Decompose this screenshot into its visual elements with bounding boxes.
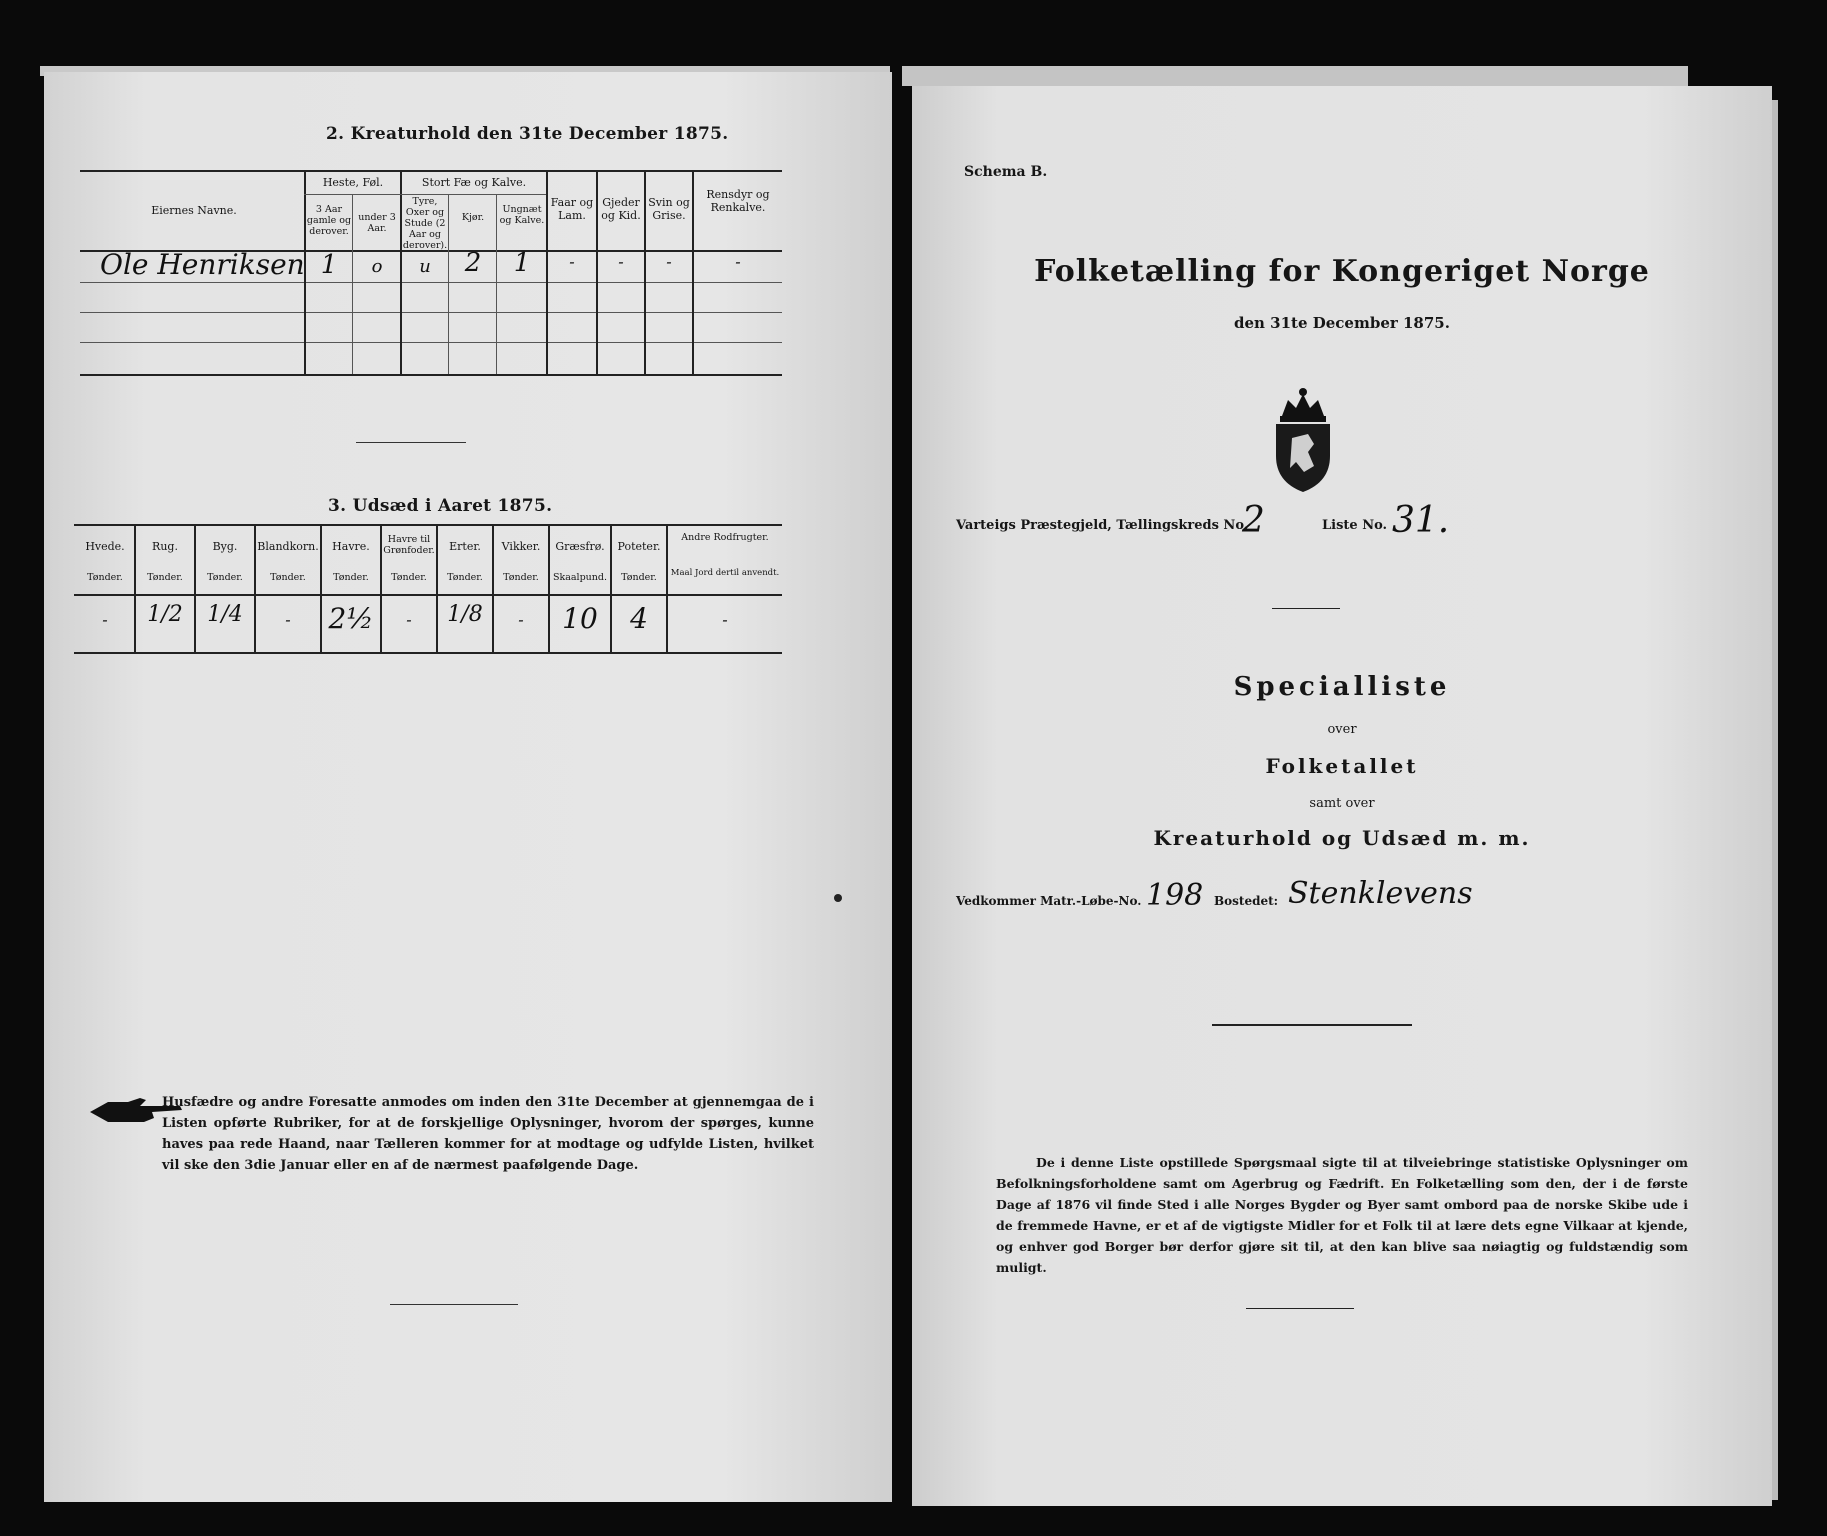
list-label: Liste No. (1322, 518, 1388, 533)
horses-header: Heste, Føl. (322, 176, 384, 189)
table3-header-rule (74, 594, 782, 596)
other-value: - (722, 610, 728, 629)
cattle-header: Stort Fæ og Kalve. (421, 176, 527, 189)
sheep-value: - (569, 252, 575, 271)
reindeer-value: - (735, 252, 741, 271)
calves-header: Ungnæt og Kalve. (499, 204, 545, 226)
table3-top-rule (74, 524, 782, 526)
calves-value: 1 (513, 248, 531, 278)
wheat-unit: Tønder. (87, 572, 123, 583)
kreaturhold-heading: Kreaturhold og Udsæd m. m. (1153, 826, 1531, 850)
horses-young-value: o (371, 256, 383, 277)
owner-header: Eiernes Navne. (151, 204, 237, 217)
short-rule (1272, 608, 1340, 609)
other-unit: Maal Jord dertil anvendt. (670, 568, 780, 578)
barley-header: Byg. (212, 540, 238, 553)
goats-value: - (618, 252, 624, 271)
oats-fodder-unit: Tønder. (391, 572, 427, 583)
potatoes-value: 4 (630, 602, 648, 635)
cows-value: 2 (464, 248, 482, 278)
oats-fodder-header: Havre til Grønfoder. (383, 534, 435, 556)
table2-bottom-rule (80, 374, 782, 376)
grass-header: Græsfrø. (555, 540, 605, 553)
bulls-header: Tyre, Oxer og Stude (2 Aar og derover). (402, 196, 448, 251)
vetch-unit: Tønder. (503, 572, 539, 583)
oats-value: 2½ (328, 602, 374, 635)
notice-text: Husfædre og andre Foresatte anmodes om inden den 31te December at gjennemgaa de i Listen opførte Rubriker, for at de forskjellige Oplysninger, hvorom der spørges, kunne haves paa rede Haand, naar Tælleren kommer for at modtage og udfylde Listen, hvilket vil ske den 3die Januar eller en af de nærmest paafølgende Dage. (162, 1095, 814, 1173)
mixed-header: Blandkorn. (257, 540, 319, 553)
peas-header: Erter. (449, 540, 481, 553)
over-text: over (1327, 722, 1357, 737)
ink-dot (834, 894, 842, 902)
peas-unit: Tønder. (447, 572, 483, 583)
district-number: 2 (1242, 500, 1265, 541)
bosted-label: Bostedet: (1214, 894, 1279, 908)
grass-value: 10 (562, 602, 598, 635)
table2-top-rule (80, 170, 782, 172)
specialliste-heading: Specialliste (1233, 672, 1451, 702)
oats-unit: Tønder. (333, 572, 369, 583)
list-number: 31. (1392, 500, 1450, 541)
oats-fodder-value: - (406, 610, 412, 629)
middle-rule (1212, 1024, 1412, 1026)
peas-value: 1/8 (447, 602, 483, 627)
district-label: Varteigs Præstegjeld, Tællingskreds No. (956, 518, 1249, 533)
bosted-value: Stenklevens (1288, 876, 1473, 911)
sheep-header: Faar og Lam. (550, 196, 594, 222)
wheat-value: - (102, 610, 108, 629)
samt-over-text: samt over (1309, 796, 1375, 811)
horses-young-header: under 3 Aar. (358, 212, 396, 234)
separator-rule (356, 442, 466, 443)
matr-number: 198 (1146, 878, 1204, 913)
section3-title: 3. Udsæd i Aaret 1875. (328, 496, 553, 516)
potatoes-header: Poteter. (617, 540, 661, 553)
matr-label: Vedkommer Matr.-Løbe-No. (956, 894, 1142, 908)
rye-value: 1/2 (147, 602, 183, 627)
barley-value: 1/4 (207, 602, 243, 627)
bottom-rule (390, 1304, 518, 1305)
oats-header: Havre. (332, 540, 370, 553)
table3-bottom-rule (74, 652, 782, 654)
barley-unit: Tønder. (207, 572, 243, 583)
horses-old-value: 1 (320, 250, 338, 280)
left-page (44, 72, 892, 1502)
rye-unit: Tønder. (147, 572, 183, 583)
potatoes-unit: Tønder. (621, 572, 657, 583)
explanation-paragraph: De i denne Liste opstillede Spørgsmaal sigte til at tilveiebringe statistiske Oplysninger om Befolkningsforholdene samt om Agerbrug og Fædrift. En Folketælling som den, der i de første Dage af 1876 vil finde Sted i alle Norges Bygder og Byer samt ombord paa de norske Skibe ude i de fremmede Havne, er et af de vigtigste Midler for et Folk til at lære dets egne Vilkaar at kjende, og enhver god Borger bør derfor gjøre sit til, at den kan blive saa nøiagtig og fuldstændig som muligt. (996, 1155, 1688, 1275)
main-date: den 31te December 1875. (1234, 314, 1450, 332)
cows-header: Kjør. (461, 212, 485, 223)
rye-header: Rug. (152, 540, 178, 553)
wheat-header: Hvede. (85, 540, 125, 553)
mixed-value: - (285, 610, 291, 629)
reindeer-header: Rensdyr og Renkalve. (706, 188, 770, 214)
right-page (912, 86, 1772, 1506)
vetch-value: - (518, 610, 524, 629)
vetch-header: Vikker. (501, 540, 541, 553)
final-rule (1246, 1308, 1354, 1309)
folketallet-heading: Folketallet (1265, 754, 1419, 778)
goats-header: Gjeder og Kid. (601, 196, 641, 222)
other-header: Andre Rodfrugter. (681, 532, 769, 543)
main-title: Folketælling for Kongeriget Norge (1034, 254, 1650, 289)
horses-old-header: 3 Aar gamle og derover. (306, 204, 352, 237)
schema-label: Schema B. (964, 164, 1048, 180)
owner-name: Ole Henriksen (100, 248, 305, 281)
coat-of-arms-icon (1268, 386, 1338, 494)
bulls-value: u (419, 256, 431, 277)
pigs-value: - (666, 252, 672, 271)
section2-title: 2. Kreaturhold den 31te December 1875. (326, 124, 729, 144)
pigs-header: Svin og Grise. (648, 196, 690, 222)
grass-unit: Skaalpund. (552, 572, 608, 583)
mixed-unit: Tønder. (270, 572, 306, 583)
